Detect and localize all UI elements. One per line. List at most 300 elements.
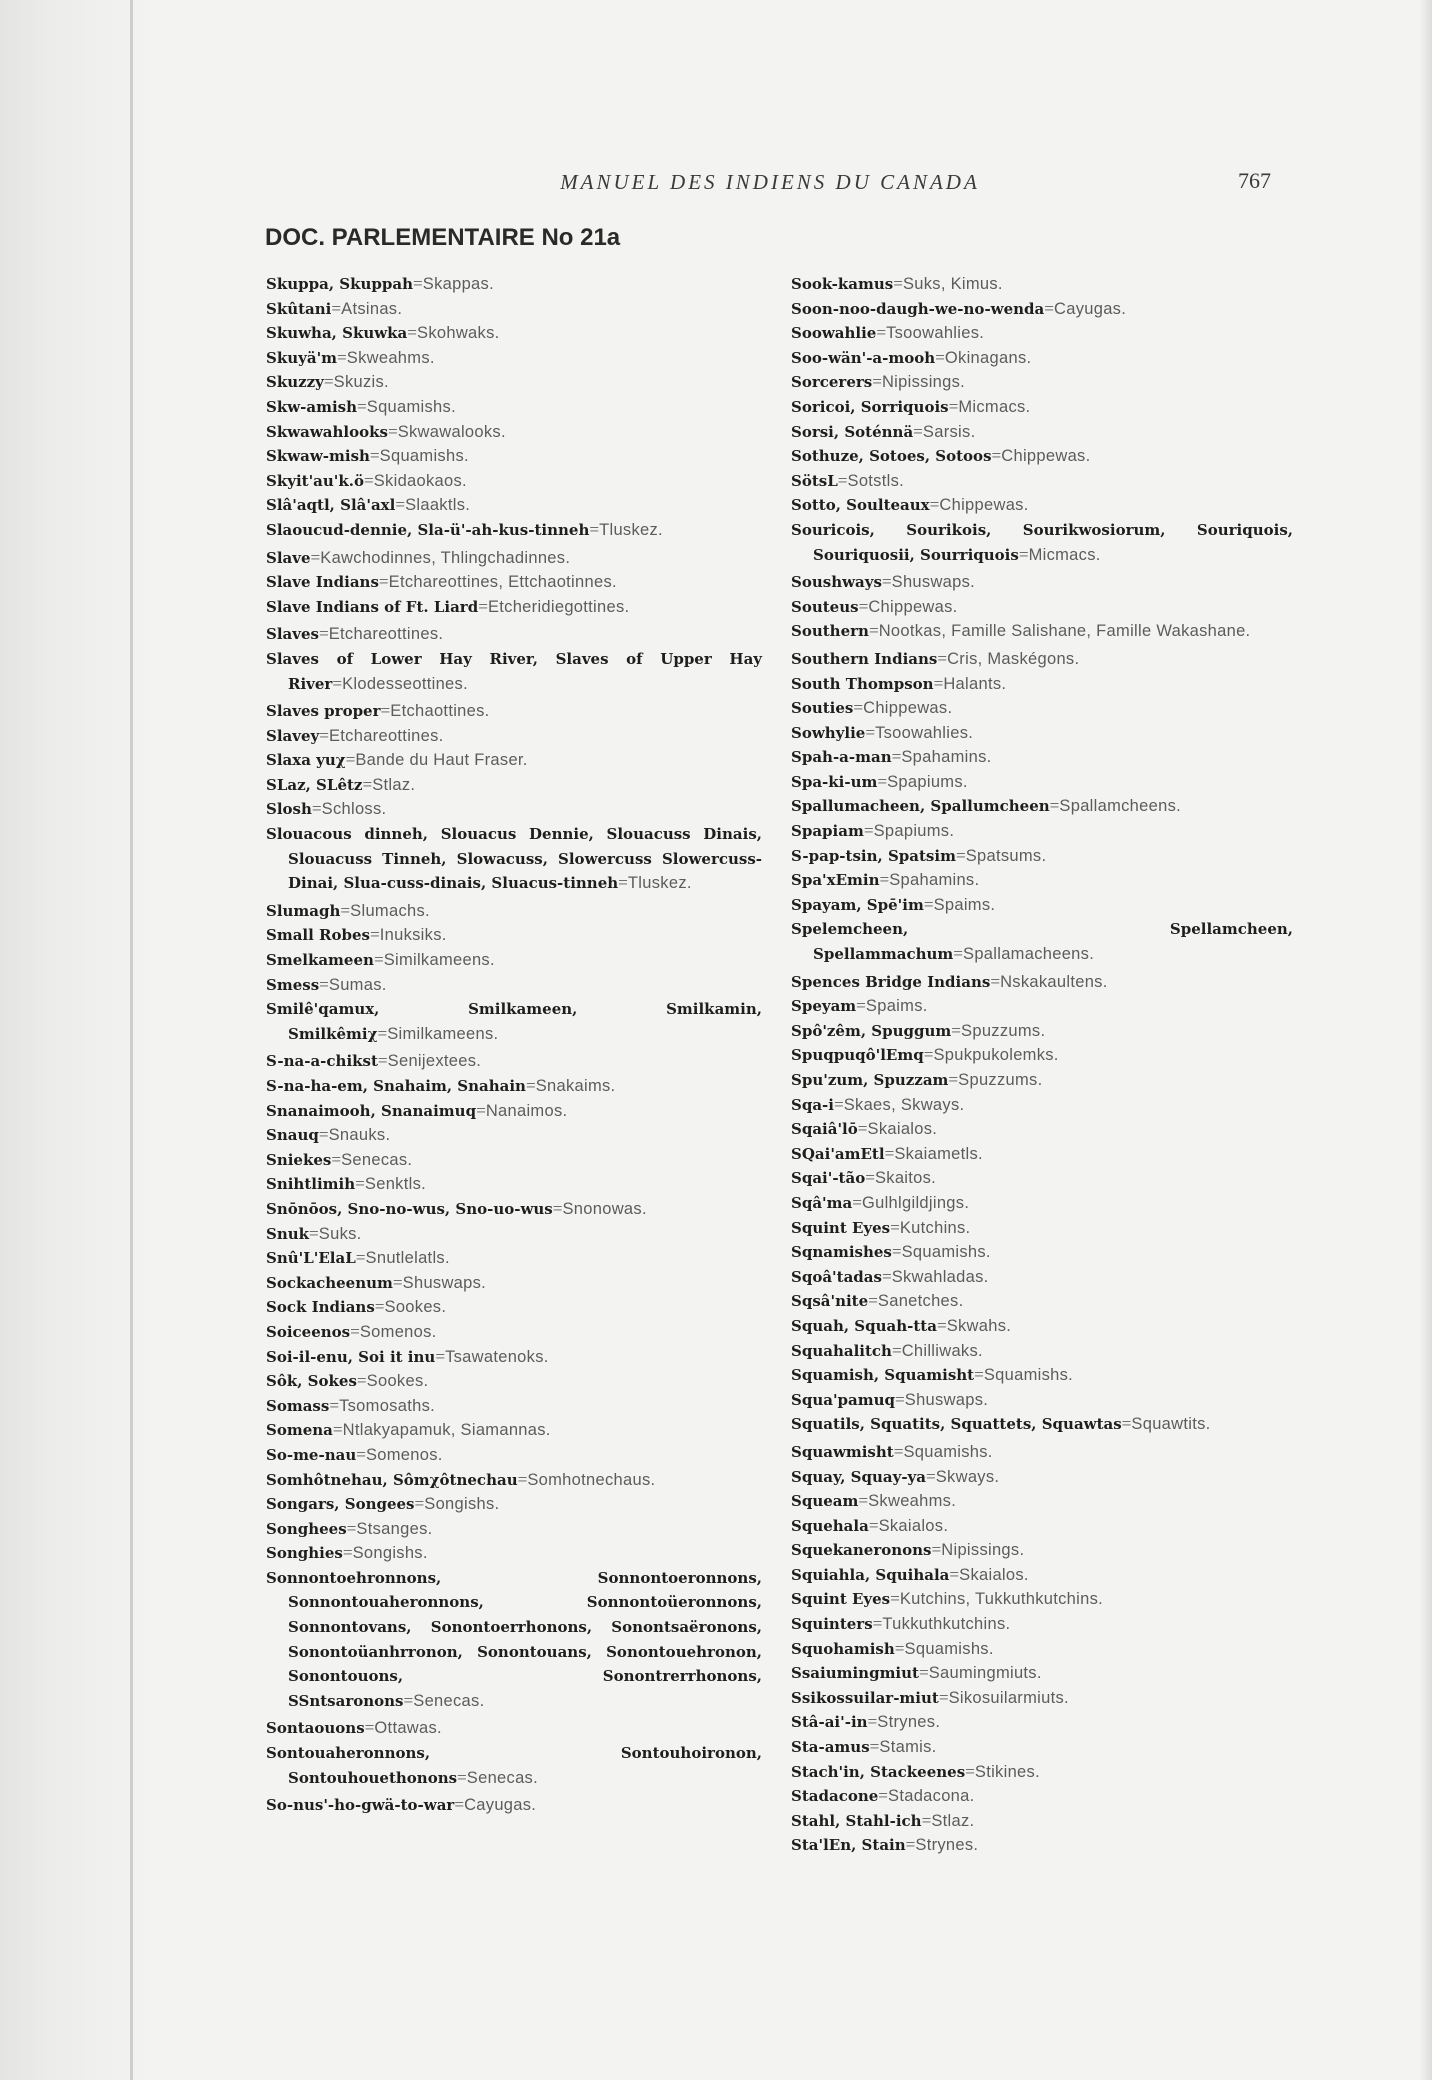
entry-reference: Strynes. (877, 1713, 941, 1732)
equals-sign: = (618, 873, 628, 893)
entry-headword: Squahalitch (791, 1341, 892, 1360)
entry-headword: Soi-il-enu, Soi it inu (266, 1347, 436, 1366)
entry-reference: Nootkas, Famille Salishane, Famille Wakashane. (878, 622, 1251, 641)
entry-reference: Snauks. (328, 1126, 391, 1145)
entry-reference: Nipissings. (941, 1541, 1025, 1560)
index-entry (791, 1686, 1293, 1711)
entry-headword: Spa-ki-um (791, 772, 878, 791)
equals-sign: = (346, 1518, 357, 1538)
entry-headword: Sowhylie (791, 723, 866, 742)
entry-reference: Cayugas. (1054, 299, 1127, 318)
entry-reference: Spukpukolemks. (933, 1046, 1059, 1065)
entry-headword: Slavey (266, 726, 320, 745)
entry-reference: Shuswaps. (891, 573, 976, 592)
index-entry (791, 1710, 1293, 1735)
entry-reference: Spaims. (933, 895, 996, 914)
index-entry (266, 822, 762, 896)
entry-headword: Skuzzy (266, 373, 324, 392)
index-entry (791, 1191, 1293, 1216)
entry-reference: Skappas. (422, 275, 494, 293)
equals-sign: = (891, 1242, 902, 1262)
equals-sign: = (517, 1469, 528, 1489)
index-entry (791, 1240, 1293, 1265)
equals-sign: = (1018, 544, 1029, 564)
entry-headword: Squint Eyes (791, 1590, 891, 1609)
equals-sign: = (478, 596, 488, 616)
equals-sign: = (926, 1466, 936, 1486)
entry-headword: Slaves (266, 625, 319, 644)
index-entry (266, 748, 762, 773)
equals-sign: = (857, 1119, 868, 1139)
entry-reference: Songishs. (424, 1495, 500, 1514)
entry-headword: Spallumacheen, Spallumcheen (791, 797, 1050, 816)
entry-headword: Skwawahlooks (266, 422, 388, 441)
index-entry (266, 1049, 762, 1074)
equals-sign: = (318, 1125, 329, 1145)
entry-headword: Sonnontoehronnons, Sonnontoeronnons, Sonnontouaheronnons, Sonnontoüeronnons, Sonnontovans, Sonontoerrhonons, Sonontsaëronons, Sonontoüanhrronon, Sonontouans, Sonontouehronon, Sonontouons, Sonontrerrhonons, SSntsaronons (266, 1568, 762, 1710)
index-entry (266, 1320, 762, 1345)
entry-reference: Shuswaps. (402, 1273, 487, 1292)
index-entry (791, 1117, 1293, 1142)
index-entry (266, 469, 762, 494)
index-entry (266, 1295, 762, 1320)
entry-headword: Slaves of Lower Hay River, Slaves of Upper Hay River (266, 649, 762, 693)
equals-sign: = (974, 1365, 984, 1385)
entry-reference: Sookes. (384, 1298, 447, 1317)
entry-headword: So-nus'-ho-gwä-to-war (266, 1796, 455, 1815)
index-entry (266, 1793, 762, 1818)
index-entry (266, 444, 762, 469)
entry-headword: Slouacous dinneh, Slouacus Dennie, Slouacuss Dinais, Slouacuss Tinneh, Slowacuss, Slowercuss Slowercuss-Dinai, Slua-cuss-dinais, Sluacus-tinneh (266, 825, 762, 893)
entry-headword: Skuwha, Skuwka (266, 324, 408, 343)
index-entry (791, 1166, 1293, 1191)
entry-headword: Smilê'qamux, Smilkameen, Smilkamin, Smilkêmiχ (266, 1000, 762, 1043)
entry-headword: Skuyä'm (266, 348, 338, 367)
entry-headword: Sock Indians (266, 1298, 375, 1317)
equals-sign: = (329, 1395, 340, 1415)
entry-reference: Etchareottines. (328, 726, 444, 745)
entry-reference: Squamishs. (983, 1366, 1074, 1385)
entry-reference: Bande du Haut Fraser. (355, 751, 528, 770)
page-number: 767 (1238, 168, 1271, 193)
entry-reference: Spuzzums. (958, 1071, 1043, 1089)
entry-reference: Tsoowahlies. (875, 723, 974, 742)
equals-sign: = (332, 673, 343, 693)
entry-headword: Squamish, Squamisht (791, 1366, 975, 1385)
entry-headword: Spah-a-man (791, 748, 892, 767)
entry-reference: Chilliwaks. (901, 1341, 983, 1360)
equals-sign: = (884, 1143, 895, 1163)
entry-headword: Sqa-i (791, 1095, 834, 1114)
entry-reference: Gulhlgildjings. (861, 1193, 970, 1212)
equals-sign: = (435, 1346, 446, 1366)
equals-sign: = (525, 1076, 536, 1095)
equals-sign: = (403, 1690, 414, 1710)
equals-sign: = (905, 1835, 916, 1855)
index-entry (791, 794, 1293, 819)
entry-headword: SQai'amEtl (791, 1144, 885, 1163)
entry-headword: Sockacheenum (266, 1273, 393, 1292)
equals-sign: = (311, 799, 322, 819)
entry-reference: Stsanges. (356, 1519, 433, 1538)
equals-sign: = (395, 495, 406, 515)
entry-reference: Senktls. (364, 1175, 426, 1194)
entry-reference: Senecas. (466, 1768, 538, 1787)
entry-headword: Ssaiumingmiut (791, 1664, 919, 1683)
entry-reference: Similkameens. (383, 951, 495, 970)
index-entry (791, 1612, 1293, 1637)
equals-sign: = (332, 1420, 343, 1440)
index-entry (791, 1563, 1293, 1588)
index-entry (266, 1741, 762, 1790)
equals-sign: = (374, 1297, 385, 1317)
entry-headword: Stach'in, Stackeenes (791, 1762, 966, 1781)
equals-sign: = (1049, 796, 1060, 816)
entry-headword: Stahl, Stahl-ich (791, 1811, 922, 1830)
index-entry (266, 1345, 762, 1370)
entry-headword: SötsL (791, 471, 838, 490)
entry-reference: Somenos. (359, 1322, 437, 1341)
equals-sign: = (891, 747, 902, 767)
equals-sign: = (923, 1045, 934, 1065)
equals-sign: = (890, 1589, 900, 1609)
equals-sign: = (414, 1494, 425, 1514)
equals-sign: = (370, 925, 380, 945)
index-entry (266, 395, 762, 420)
index-entry (266, 346, 762, 371)
entry-headword: S-na-a-chikst (266, 1052, 378, 1071)
entry-headword: Stadacone (791, 1787, 879, 1806)
document-header: DOC. PARLEMENTAIRE No 21a (265, 224, 621, 251)
entry-reference: Nanaimos. (485, 1101, 568, 1120)
equals-sign: = (356, 1371, 367, 1391)
index-entry (266, 1369, 762, 1394)
index-entry (791, 1637, 1293, 1662)
equals-sign: = (362, 774, 373, 794)
entry-reference: Skwahs. (946, 1316, 1012, 1335)
entry-headword: Spuqpuqô'lEmq (791, 1046, 924, 1065)
index-entry (266, 420, 762, 445)
entry-reference: Etcheridiegottines. (487, 597, 630, 616)
entry-reference: Nskakaultens. (1000, 972, 1108, 991)
equals-sign: = (921, 1810, 932, 1830)
equals-sign: = (369, 446, 380, 466)
equals-sign: = (890, 1217, 900, 1237)
entry-headword: Somass (266, 1396, 330, 1415)
index-entry (791, 844, 1293, 869)
index-entry (266, 1443, 762, 1468)
entry-headword: Squah, Squah-tta (791, 1316, 937, 1335)
index-entry (791, 770, 1293, 795)
entry-headword: Sothuze, Sotoes, Sotoos (791, 447, 992, 466)
entry-reference: Micmacs. (958, 397, 1031, 416)
entry-reference: Inuksiks. (379, 926, 447, 945)
index-entry (791, 570, 1293, 595)
entry-reference: Squamishs. (904, 1639, 994, 1658)
equals-sign: = (876, 323, 887, 343)
index-entry (791, 647, 1293, 672)
entry-headword: Songhies (266, 1544, 343, 1563)
equals-sign: = (377, 1051, 388, 1071)
index-entry (266, 546, 762, 571)
entry-reference: Kutchins, Tukkuthkutchins. (899, 1590, 1104, 1609)
entry-reference: Suks. (318, 1224, 362, 1243)
equals-sign: = (310, 547, 321, 567)
index-entry (266, 1541, 762, 1566)
entry-headword: Slave Indians (266, 573, 379, 592)
index-entry (791, 420, 1293, 445)
entry-reference: Slumachs. (350, 901, 430, 920)
entry-headword: Slaves proper (266, 702, 381, 721)
entry-reference: Skweahms. (346, 348, 435, 367)
index-entry (266, 923, 762, 948)
entry-headword: Small Robes (266, 926, 370, 945)
entry-reference: Micmacs. (1028, 545, 1101, 564)
equals-sign: = (837, 470, 848, 490)
entry-headword: Souteus (791, 597, 859, 616)
entry-headword: Souties (791, 699, 854, 718)
index-entry (791, 1489, 1293, 1514)
index-entry (266, 1468, 762, 1493)
index-entry (266, 1246, 762, 1271)
equals-sign: = (894, 1638, 905, 1658)
entry-headword: Smess (266, 975, 320, 994)
equals-sign: = (893, 274, 903, 293)
equals-sign: = (373, 950, 384, 970)
entry-reference: Tukkuthkutchins. (882, 1615, 1011, 1634)
equals-sign: = (355, 1248, 366, 1268)
index-entry (791, 1093, 1293, 1118)
equals-sign: = (833, 1094, 844, 1114)
equals-sign: = (891, 1340, 902, 1360)
entry-headword: Slaoucud-dennie, Sla-ü'-ah-kus-tinneh (266, 520, 590, 539)
equals-sign: = (990, 971, 1001, 991)
equals-sign: = (1044, 298, 1054, 318)
entry-reference: Tluskez. (627, 874, 692, 893)
equals-sign: = (407, 323, 418, 343)
index-entry (791, 518, 1293, 567)
equals-sign: = (933, 673, 944, 693)
entry-headword: Sqnamishes (791, 1243, 892, 1262)
index-entry (791, 395, 1293, 420)
entry-headword: Sqsâ'nite (791, 1292, 869, 1311)
entry-headword: Squiahla, Squihala (791, 1565, 950, 1584)
index-entry (791, 721, 1293, 746)
index-entry (791, 1760, 1293, 1785)
equals-sign: = (872, 1614, 883, 1634)
entry-headword: Spences Bridge Indians (791, 972, 991, 991)
entry-headword: Somena (266, 1421, 333, 1440)
index-entry (266, 493, 762, 518)
entry-headword: Squatils, Squatits, Squattets, Squawtas (791, 1415, 1122, 1434)
index-entry (791, 346, 1293, 371)
equals-sign: = (589, 519, 600, 539)
entry-headword: Slave (266, 548, 311, 567)
index-entry (791, 1538, 1293, 1563)
equals-sign: = (893, 1441, 904, 1461)
entry-headword: Sôk, Sokes (266, 1372, 357, 1391)
index-entry (791, 696, 1293, 721)
equals-sign: = (869, 1737, 880, 1757)
entry-reference: Stikines. (974, 1762, 1040, 1781)
entry-reference: Skaialos. (878, 1516, 949, 1535)
entry-reference: Skohwaks. (417, 324, 500, 343)
entry-reference: Kutchins. (899, 1218, 971, 1237)
index-entry (791, 1043, 1293, 1068)
entry-reference: Skways. (935, 1467, 1000, 1486)
entry-headword: Somhôtnehau, Sômχôtnechau (266, 1470, 518, 1489)
equals-sign: = (342, 1543, 353, 1563)
entry-reference: Sarsis. (922, 422, 976, 441)
index-entry (791, 819, 1293, 844)
entry-headword: SLaz, SLêtz (266, 775, 363, 794)
entry-headword: Snihtlimih (266, 1175, 356, 1194)
index-entry (791, 1289, 1293, 1314)
equals-sign: = (965, 1761, 975, 1781)
index-entry (791, 970, 1293, 995)
index-entry (791, 469, 1293, 494)
entry-reference: Atsinas. (341, 299, 403, 318)
equals-sign: = (867, 1712, 878, 1732)
entry-reference: Spallamacheens. (963, 945, 1095, 964)
entry-headword: Songars, Songees (266, 1495, 415, 1514)
equals-sign: = (949, 1564, 960, 1584)
index-entry (266, 1517, 762, 1542)
entry-reference: Spallamcheens. (1059, 797, 1182, 816)
entry-headword: Squohamish (791, 1639, 895, 1658)
index-entry (791, 1339, 1293, 1364)
entry-reference: Sanetches. (877, 1292, 964, 1311)
entry-headword: Sqai'-tão (791, 1169, 866, 1188)
index-entry (791, 1833, 1293, 1858)
entry-headword: Spelemcheen, Spellamcheen, Spellammachum (791, 920, 1293, 964)
entry-headword: Snuk (266, 1224, 310, 1243)
entry-headword: Soowahlie (791, 324, 877, 343)
entry-headword: Sotto, Soulteaux (791, 496, 930, 515)
equals-sign: = (881, 1266, 892, 1286)
index-entry (791, 1142, 1293, 1167)
entry-reference: Chippewas. (868, 597, 958, 616)
entry-reference: Kawchodinnes, Thlingchadinnes. (320, 548, 571, 567)
entry-reference: Squamishs. (901, 1243, 991, 1262)
index-entry (791, 1661, 1293, 1686)
entry-reference: Skweahms. (868, 1492, 957, 1511)
entry-reference: Skaitos. (874, 1169, 937, 1188)
entry-reference: Skidaokaos. (373, 471, 467, 490)
equals-sign: = (895, 1389, 905, 1409)
entry-headword: Soricoi, Sorriquois (791, 397, 949, 416)
right-column (791, 272, 1293, 1858)
entry-headword: Snauq (266, 1126, 319, 1145)
entry-reference: Snonowas. (562, 1199, 647, 1218)
equals-sign: = (364, 1718, 375, 1738)
entry-reference: Shuswaps. (904, 1390, 989, 1409)
running-head: MANUEL DES INDIENS DU CANADA (560, 170, 980, 194)
equals-sign: = (865, 722, 876, 742)
entry-reference: Senecas. (413, 1691, 485, 1710)
equals-sign: = (357, 396, 367, 416)
entry-headword: Snanaimooh, Snanaimuq (266, 1101, 477, 1120)
entry-reference: Tluskez. (599, 520, 663, 539)
equals-sign: = (319, 725, 329, 745)
equals-sign: = (852, 1192, 862, 1212)
entry-headword: Sontaouons (266, 1719, 365, 1738)
index-entry (791, 595, 1293, 620)
equals-sign: = (457, 1767, 467, 1787)
index-entry (791, 994, 1293, 1019)
entry-headword: Sqoâ'tadas (791, 1267, 882, 1286)
index-entry (266, 1074, 762, 1099)
index-entry (791, 297, 1293, 322)
index-entry (791, 1068, 1293, 1093)
entry-headword: Sqaiâ'lō (791, 1120, 858, 1139)
index-entry (266, 724, 762, 749)
index-entry (791, 444, 1293, 469)
index-entry (266, 622, 762, 647)
equals-sign: = (476, 1100, 486, 1120)
entry-reference: Schloss. (321, 800, 387, 819)
entry-reference: Okinagans. (944, 348, 1032, 367)
equals-sign: = (935, 347, 945, 367)
equals-sign: = (309, 1223, 319, 1243)
entry-headword: Squekaneronons (791, 1541, 932, 1560)
entry-headword: Squa'pamuq (791, 1390, 896, 1409)
index-entry (791, 868, 1293, 893)
index-entry (266, 1123, 762, 1148)
equals-sign: = (938, 1687, 949, 1707)
entry-headword: Skûtani (266, 299, 332, 318)
index-entry (266, 297, 762, 322)
index-entry (266, 370, 762, 395)
entry-reference: Skwawalooks. (397, 422, 506, 441)
equals-sign: = (881, 572, 892, 592)
equals-sign: = (337, 347, 347, 367)
entry-headword: Squehala (791, 1516, 869, 1535)
entry-reference: Stadacona. (888, 1787, 975, 1806)
entry-reference: Stlaz. (372, 775, 416, 794)
equals-sign: = (953, 944, 964, 964)
index-entry (266, 1271, 762, 1296)
entry-reference: Squamishs. (903, 1442, 993, 1461)
index-entry (266, 595, 762, 620)
entry-headword: Souricois, Sourikois, Sourikwosiorum, Souriquois, Souriquosii, Sourriquois (791, 520, 1293, 564)
entry-reference: Tsawatenoks. (445, 1347, 549, 1366)
equals-sign: = (355, 1174, 365, 1194)
entry-headword: Spa'xEmin (791, 871, 880, 890)
entry-headword: Speyam (791, 997, 857, 1016)
entry-reference: Tsomosaths. (339, 1396, 435, 1415)
left-column (266, 272, 762, 1818)
entry-headword: Soo-wän'-a-mooh (791, 348, 936, 367)
equals-sign: = (877, 771, 888, 791)
entry-headword: Spu'zum, Spuzzam (791, 1071, 949, 1089)
index-entry (266, 272, 762, 297)
index-entry (791, 272, 1293, 297)
entry-reference: Chippewas. (939, 496, 1029, 515)
equals-sign: = (377, 1023, 388, 1043)
entry-reference: Somhotnechaus. (527, 1470, 656, 1489)
equals-sign: = (913, 421, 923, 441)
entry-headword: Sta'lEn, Stain (791, 1836, 906, 1855)
entry-reference: Slaaktls. (405, 496, 471, 515)
entry-reference: Suks, Kimus. (902, 275, 1003, 293)
entry-reference: Squamishs. (379, 447, 469, 466)
index-entry (791, 1587, 1293, 1612)
entry-headword: Sta-amus (791, 1738, 870, 1757)
entry-reference: Halants. (943, 674, 1007, 693)
entry-headword: Sook-kamus (791, 275, 894, 293)
index-entry (791, 917, 1293, 966)
